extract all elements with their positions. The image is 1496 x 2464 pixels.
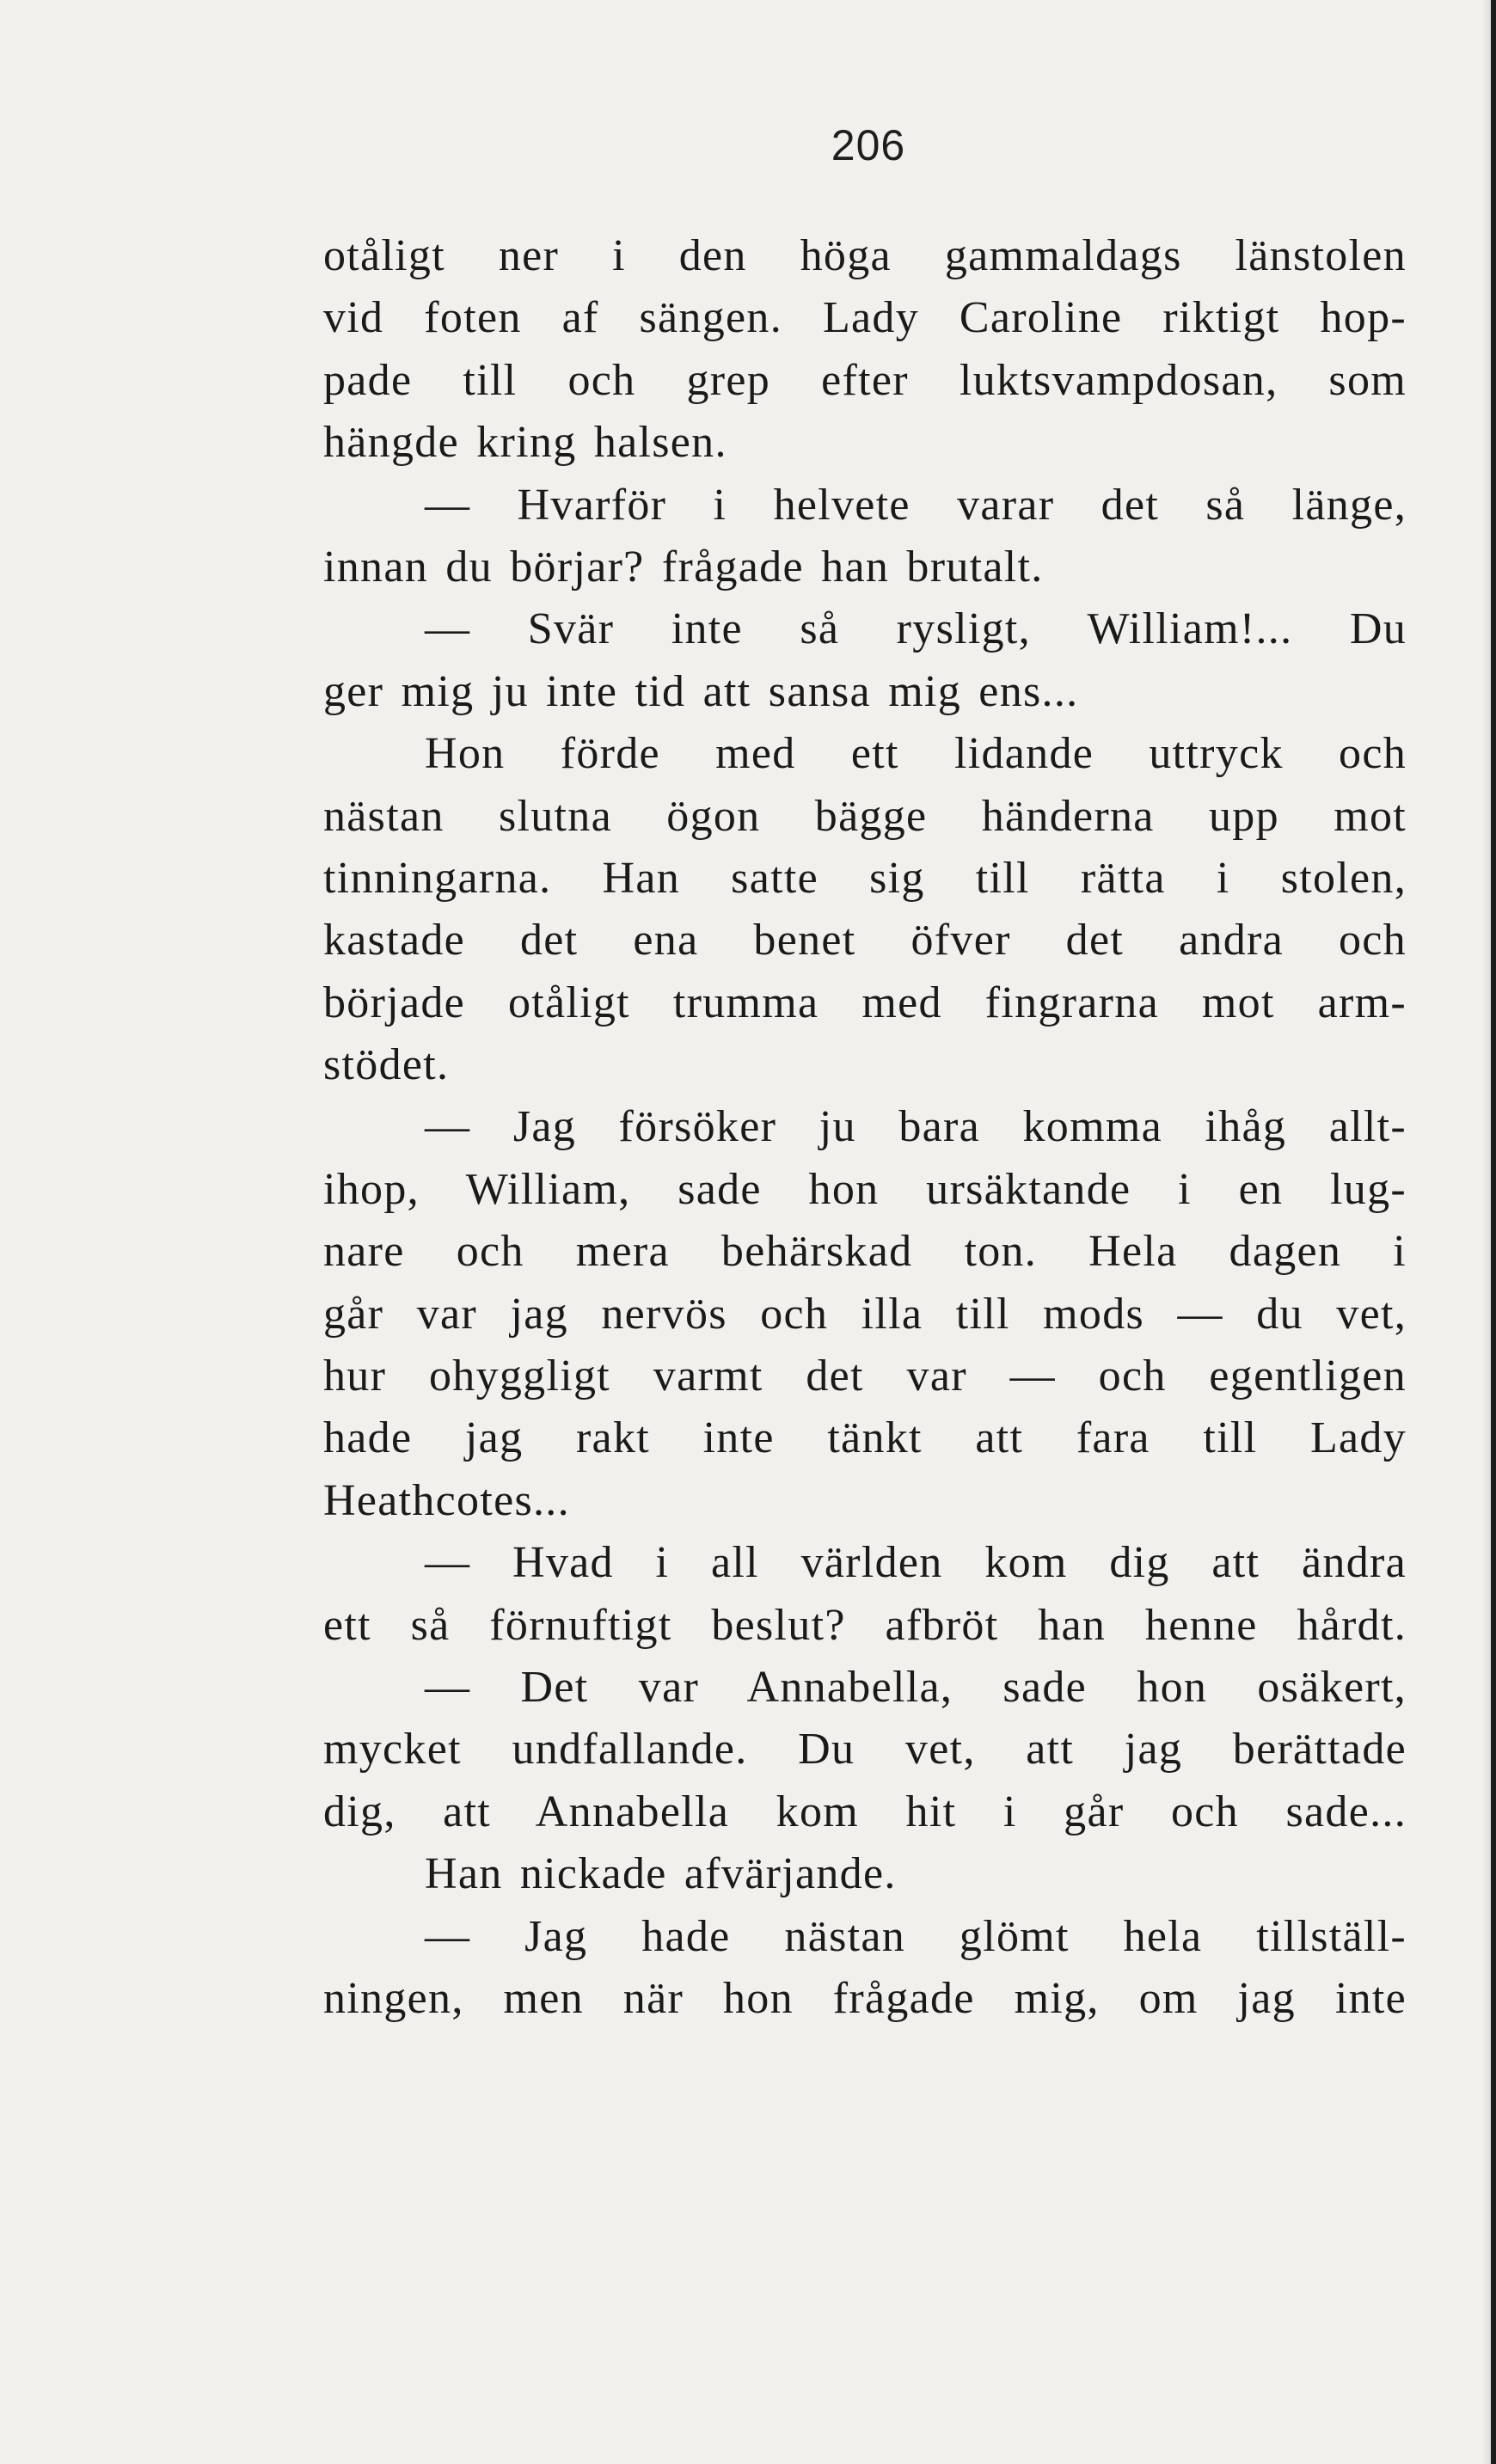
text-line: ett så förnuftigt beslut? afbröt han henne hårdt.: [323, 1600, 1407, 1650]
text-line: Han nickade afvärjande.: [425, 1849, 897, 1899]
text-line: ihop, William, sade hon ursäktande i en lug-: [323, 1164, 1407, 1214]
text-line: pade till och grep efter luktsvampdosan, som: [323, 355, 1407, 405]
text-line: stödet.: [323, 1040, 450, 1090]
text-line: — Jag hade nästan glömt hela tillställ-: [425, 1911, 1407, 1961]
text-line: hur ohyggligt varmt det var — och egentligen: [323, 1352, 1407, 1401]
page-edge: [1491, 0, 1496, 2464]
text-line: — Jag försöker ju bara komma ihåg allt-: [425, 1102, 1407, 1152]
text-line: går var jag nervös och illa till mods — du vet,: [323, 1289, 1407, 1339]
text-line: — Svär inte så rysligt, William!... Du: [425, 604, 1407, 654]
text-line: kastade det ena benet öfver det andra och: [323, 916, 1407, 965]
text-line: nare och mera behärskad ton. Hela dagen i: [323, 1227, 1407, 1277]
text-line: — Hvad i all världen kom dig att ändra: [425, 1538, 1407, 1588]
text-line: Hon förde med ett lidande uttryck och: [425, 729, 1407, 779]
text-line: dig, att Annabella kom hit i går och sade...: [323, 1787, 1407, 1836]
page-number: 206: [831, 121, 906, 169]
text-line: — Hvarför i helvete varar det så länge,: [425, 480, 1407, 530]
text-line: ger mig ju inte tid att sansa mig ens...: [323, 666, 1079, 716]
page-edge-shadow: [1482, 0, 1491, 2464]
text-line: otåligt ner i den höga gammaldags länstolen: [323, 231, 1407, 280]
text-line: hade jag rakt inte tänkt att fara till Lady: [323, 1413, 1407, 1463]
text-line: innan du börjar? frågade han brutalt.: [323, 542, 1044, 591]
body-text: [323, 225, 1407, 2030]
text-line: hängde kring halsen.: [323, 418, 727, 468]
text-line: mycket undfallande. Du vet, att jag berättade: [323, 1725, 1407, 1774]
text-line: tinningarna. Han satte sig till rätta i stolen,: [323, 853, 1407, 903]
text-line: — Det var Annabella, sade hon osäkert,: [425, 1662, 1407, 1712]
text-line: började otåligt trumma med fingrarna mot arm-: [323, 978, 1407, 1027]
text-line: vid foten af sängen. Lady Caroline riktigt hop-: [323, 293, 1407, 343]
text-line: nästan slutna ögon bägge händerna upp mot: [323, 791, 1407, 841]
text-line: Heathcotes...: [323, 1475, 570, 1525]
text-line: ningen, men när hon frågade mig, om jag inte: [323, 1973, 1407, 2023]
